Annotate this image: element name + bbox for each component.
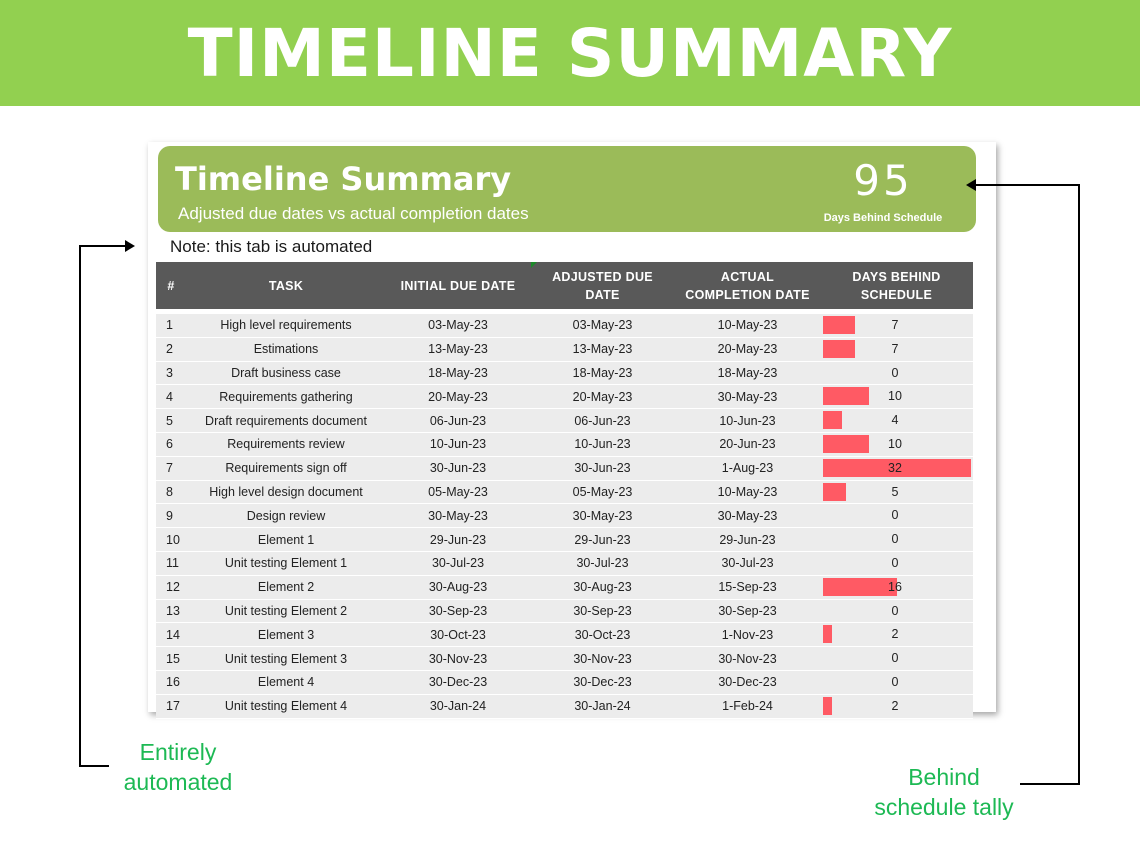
cell-actual-completion-date: 1-Aug-23	[721, 461, 774, 476]
table-row	[156, 385, 973, 409]
cell-number: 8	[166, 484, 173, 499]
header-adjusted-due-date	[530, 268, 675, 304]
days-behind-value: 32	[888, 460, 902, 475]
cell-days-behind	[820, 385, 973, 408]
days-behind-value: 0	[891, 555, 899, 570]
header-days-line-1: DAYS BEHIND	[852, 269, 941, 284]
left-arrowhead-icon	[125, 240, 135, 252]
cell-actual-completion-date: 10-Jun-23	[719, 413, 776, 428]
cell-adjusted-due-date: 13-May-23	[572, 342, 633, 357]
cell-days-behind	[820, 362, 973, 385]
cell-days-behind	[820, 647, 973, 670]
cell-initial-due-date: 29-Jun-23	[429, 532, 487, 547]
table-row	[156, 457, 973, 481]
cell-task: Requirements review	[227, 437, 345, 452]
cell-actual-completion-date: 1-Nov-23	[721, 627, 774, 642]
cell-number: 6	[166, 437, 173, 452]
cell-days-behind	[820, 671, 973, 694]
header-days-behind-schedule	[820, 268, 973, 304]
header-days-line-2: SCHEDULE	[860, 287, 933, 302]
cell-days-behind	[820, 600, 973, 623]
header-actual-completion-date	[675, 268, 820, 304]
cell-task: Element 4	[257, 675, 315, 690]
cell-actual-completion-date: 30-May-23	[717, 508, 778, 523]
cell-task: Unit testing Element 3	[224, 651, 348, 666]
days-behind-value: 4	[891, 413, 899, 428]
cell-task: Requirements sign off	[225, 461, 347, 476]
cell-initial-due-date: 30-Jun-23	[429, 461, 487, 476]
header-actual-line-1: ACTUAL	[720, 269, 775, 284]
days-behind-value: 0	[891, 365, 899, 380]
cell-adjusted-due-date: 03-May-23	[572, 318, 633, 333]
cell-number: 13	[166, 603, 180, 618]
cell-number: 17	[166, 699, 180, 714]
days-behind-value: 0	[891, 508, 899, 523]
cell-adjusted-due-date: 30-Nov-23	[573, 651, 632, 666]
cell-days-behind	[820, 409, 973, 432]
summary-subtitle: Adjusted due dates vs actual completion dates	[178, 204, 529, 223]
cell-days-behind	[820, 433, 973, 456]
right-connector-bottom	[1020, 783, 1080, 785]
cell-task: Element 1	[257, 532, 315, 547]
cell-actual-completion-date: 10-May-23	[717, 484, 778, 499]
callout-left-line-2: automated	[123, 769, 233, 795]
cell-initial-due-date: 13-May-23	[428, 342, 488, 357]
right-connector-top	[975, 184, 1080, 186]
cell-actual-completion-date: 1-Feb-24	[722, 699, 773, 714]
table-row	[156, 623, 973, 647]
cell-days-behind	[820, 528, 973, 551]
cell-initial-due-date: 03-May-23	[428, 318, 488, 333]
cell-adjusted-due-date: 30-Dec-23	[573, 675, 632, 690]
header-initial-due-date: INITIAL DUE DATE	[400, 278, 516, 293]
cell-days-behind	[820, 695, 973, 718]
cell-task: Requirements gathering	[219, 389, 353, 404]
days-behind-value: 0	[891, 603, 899, 618]
days-behind-total: 95	[853, 156, 913, 205]
left-connector-vertical	[79, 245, 81, 767]
table-row	[156, 481, 973, 505]
cell-number: 10	[166, 532, 180, 547]
timeline-table	[156, 262, 973, 719]
cell-comment-marker	[531, 262, 537, 268]
header-task: TASK	[268, 278, 304, 293]
cell-number: 4	[166, 389, 173, 404]
header-adjusted-line-1: ADJUSTED DUE	[552, 269, 653, 284]
table-row	[156, 647, 973, 671]
header-adjusted-line-2: DATE	[585, 287, 620, 302]
cell-actual-completion-date: 30-Jul-23	[721, 556, 774, 571]
cell-actual-completion-date: 30-Sep-23	[718, 603, 777, 618]
cell-actual-completion-date: 15-Sep-23	[718, 580, 777, 595]
cell-number: 9	[166, 508, 173, 523]
callout-entirely-automated	[108, 737, 248, 797]
table-row	[156, 504, 973, 528]
cell-initial-due-date: 30-Oct-23	[430, 627, 486, 642]
days-behind-value: 0	[891, 651, 899, 666]
days-behind-value: 0	[891, 674, 899, 689]
cell-adjusted-due-date: 30-Sep-23	[573, 603, 632, 618]
cell-days-behind	[820, 623, 973, 646]
cell-task: Estimations	[253, 342, 319, 357]
cell-task: Unit testing Element 1	[224, 556, 348, 571]
cell-task: Draft business case	[231, 365, 341, 380]
left-connector-bottom	[79, 765, 109, 767]
table-body	[156, 314, 973, 719]
cell-adjusted-due-date: 05-May-23	[572, 484, 633, 499]
cell-actual-completion-date: 20-May-23	[717, 342, 778, 357]
table-row	[156, 671, 973, 695]
cell-number: 15	[166, 651, 180, 666]
cell-task: Unit testing Element 4	[224, 699, 348, 714]
summary-header-card	[158, 146, 976, 232]
cell-adjusted-due-date: 30-Oct-23	[574, 627, 631, 642]
cell-initial-due-date: 30-Jan-24	[429, 699, 487, 714]
cell-days-behind	[820, 457, 973, 480]
right-connector-vertical	[1078, 184, 1080, 785]
days-behind-value: 7	[891, 341, 899, 356]
cell-number: 16	[166, 675, 180, 690]
cell-actual-completion-date: 30-Nov-23	[718, 651, 777, 666]
cell-number: 1	[166, 318, 173, 333]
table-row	[156, 528, 973, 552]
days-behind-value: 16	[888, 579, 902, 594]
header-actual-line-2: COMPLETION DATE	[685, 287, 810, 302]
days-behind-label: Days Behind Schedule	[823, 212, 943, 224]
table-row	[156, 314, 973, 338]
cell-days-behind	[820, 504, 973, 527]
cell-actual-completion-date: 10-May-23	[717, 318, 778, 333]
cell-initial-due-date: 30-Jul-23	[431, 556, 485, 571]
cell-adjusted-due-date: 30-May-23	[572, 508, 633, 523]
cell-initial-due-date: 30-Dec-23	[428, 675, 488, 690]
table-header-row	[156, 262, 973, 309]
cell-number: 7	[166, 461, 173, 476]
callout-left-line-1: Entirely	[139, 739, 217, 765]
cell-days-behind	[820, 481, 973, 504]
cell-days-behind	[820, 552, 973, 575]
cell-days-behind	[820, 338, 973, 361]
cell-adjusted-due-date: 10-Jun-23	[574, 437, 631, 452]
cell-initial-due-date: 30-Nov-23	[428, 651, 488, 666]
cell-adjusted-due-date: 18-May-23	[572, 365, 633, 380]
cell-task: High level requirements	[220, 318, 352, 333]
cell-adjusted-due-date: 06-Jun-23	[574, 413, 631, 428]
cell-days-behind	[820, 576, 973, 599]
cell-initial-due-date: 06-Jun-23	[429, 413, 487, 428]
spreadsheet-panel	[148, 142, 996, 712]
cell-initial-due-date: 18-May-23	[428, 365, 488, 380]
table-row	[156, 433, 973, 457]
cell-task: Element 2	[257, 580, 315, 595]
cell-number: 3	[166, 365, 173, 380]
banner-title: TIMELINE SUMMARY	[187, 14, 953, 92]
right-arrowhead-icon	[966, 179, 976, 191]
days-behind-value: 7	[891, 318, 899, 332]
cell-task: Design review	[246, 508, 326, 523]
automation-note: Note: this tab is automated	[170, 237, 373, 256]
cell-adjusted-due-date: 30-Jul-23	[576, 556, 629, 571]
days-behind-value: 5	[891, 484, 899, 499]
cell-actual-completion-date: 30-Dec-23	[718, 675, 777, 690]
days-behind-value: 10	[888, 436, 902, 451]
cell-actual-completion-date: 30-May-23	[717, 389, 778, 404]
summary-title: Timeline Summary	[175, 160, 512, 198]
days-behind-value: 0	[891, 532, 899, 547]
cell-task: High level design document	[209, 484, 363, 499]
cell-task: Draft requirements document	[205, 413, 367, 428]
days-behind-value: 2	[891, 627, 899, 642]
cell-initial-due-date: 30-Aug-23	[428, 580, 488, 595]
table-row	[156, 362, 973, 386]
days-behind-value: 10	[888, 389, 902, 404]
callout-right-line-1: Behind	[908, 764, 980, 790]
cell-number: 11	[166, 556, 179, 571]
left-connector-top	[79, 245, 127, 247]
table-row	[156, 338, 973, 362]
days-behind-value: 2	[891, 698, 899, 713]
callout-behind-schedule-tally	[860, 762, 1028, 822]
header-number: #	[167, 278, 175, 293]
cell-actual-completion-date: 18-May-23	[717, 365, 778, 380]
cell-initial-due-date: 10-Jun-23	[429, 437, 487, 452]
cell-task: Unit testing Element 2	[224, 603, 348, 618]
table-row	[156, 695, 973, 719]
cell-number: 2	[166, 342, 173, 357]
table-row	[156, 576, 973, 600]
callout-right-line-2: schedule tally	[874, 794, 1014, 820]
table-row	[156, 552, 973, 576]
cell-number: 12	[166, 580, 180, 595]
title-banner	[0, 0, 1140, 106]
table-row	[156, 409, 973, 433]
cell-adjusted-due-date: 20-May-23	[572, 389, 633, 404]
cell-initial-due-date: 30-May-23	[428, 508, 488, 523]
cell-adjusted-due-date: 29-Jun-23	[574, 532, 631, 547]
cell-number: 5	[166, 413, 173, 428]
cell-initial-due-date: 20-May-23	[428, 389, 488, 404]
cell-adjusted-due-date: 30-Jan-24	[574, 699, 631, 714]
cell-days-behind	[820, 314, 973, 337]
cell-task: Element 3	[257, 627, 315, 642]
table-row	[156, 600, 973, 624]
cell-actual-completion-date: 29-Jun-23	[719, 532, 776, 547]
cell-adjusted-due-date: 30-Jun-23	[574, 461, 631, 476]
cell-initial-due-date: 30-Sep-23	[428, 603, 488, 618]
cell-number: 14	[166, 627, 180, 642]
cell-initial-due-date: 05-May-23	[428, 484, 488, 499]
cell-adjusted-due-date: 30-Aug-23	[573, 580, 632, 595]
cell-actual-completion-date: 20-Jun-23	[719, 437, 776, 452]
